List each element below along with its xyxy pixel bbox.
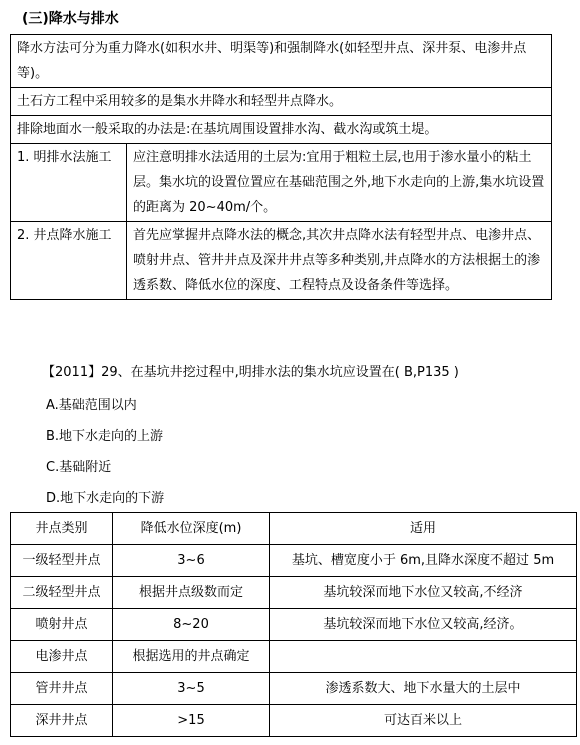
option-a: A.基础范围以内 <box>46 398 137 413</box>
table-cell: 基坑、槽宽度小于 6m,且降水深度不超过 5m <box>270 545 577 577</box>
table-row <box>11 641 577 673</box>
table-cell: 8~20 <box>113 609 270 641</box>
header-cell: 适用 <box>270 513 577 545</box>
info-row <box>11 35 552 88</box>
table-cell: 深井井点 <box>11 705 113 737</box>
option-c: C.基础附近 <box>46 460 112 475</box>
section-heading: (三)降水与排水 <box>22 11 119 27</box>
table-row <box>11 705 577 737</box>
table-row <box>11 673 577 705</box>
info-cell: 排除地面水一般采取的办法是:在基坑周围设置排水沟、截水沟或筑土堤。 <box>11 116 552 144</box>
method-row <box>11 222 552 300</box>
table-cell: 管井井点 <box>11 673 113 705</box>
table-cell: >15 <box>113 705 270 737</box>
table-cell: 基坑较深而地下水位又较高,经济。 <box>270 609 577 641</box>
table-cell: 一级轻型井点 <box>11 545 113 577</box>
table-row <box>11 545 577 577</box>
table-cell: 可达百米以上 <box>270 705 577 737</box>
table-cell: 3~5 <box>113 673 270 705</box>
table-cell: 二级轻型井点 <box>11 577 113 609</box>
well-point-table <box>10 512 577 737</box>
table-cell: 喷射井点 <box>11 609 113 641</box>
header-cell: 井点类别 <box>11 513 113 545</box>
table-header-row <box>11 513 577 545</box>
drainage-info-table <box>10 34 552 300</box>
table-row <box>11 577 577 609</box>
table-cell: 根据井点级数而定 <box>113 577 270 609</box>
header-cell: 降低水位深度(m) <box>113 513 270 545</box>
table-cell: 渗透系数大、地下水量大的土层中 <box>270 673 577 705</box>
method-text: 首先应掌握井点降水法的概念,其次井点降水法有轻型井点、电渗井点、喷射井点、管井井点及深井井点等多种类别,井点降水的方法根据土的渗透系数、降低水位的深度、工程特点及设备条件等选择。 <box>127 222 552 300</box>
method-label: 2. 井点降水施工 <box>11 222 127 300</box>
info-cell: 土石方工程中采用较多的是集水井降水和轻型井点降水。 <box>11 88 552 116</box>
info-row <box>11 116 552 144</box>
info-row <box>11 88 552 116</box>
table-cell: 电渗井点 <box>11 641 113 673</box>
option-b: B.地下水走向的上游 <box>46 429 164 444</box>
table-cell: 3~6 <box>113 545 270 577</box>
method-text: 应注意明排水法适用的土层为:宜用于粗粒土层,也用于渗水量小的粘土层。集水坑的设置位置应在基础范围之外,地下水走向的上游,集水坑设置的距离为 20~40m/个。 <box>127 144 552 222</box>
table-cell <box>270 641 577 673</box>
method-row <box>11 144 552 222</box>
table-cell: 基坑较深而地下水位又较高,不经济 <box>270 577 577 609</box>
method-label: 1. 明排水法施工 <box>11 144 127 222</box>
question-stem: 【2011】29、在基坑井挖过程中,明排水法的集水坑应设置在( B,P135 ) <box>42 365 459 380</box>
info-cell: 降水方法可分为重力降水(如积水井、明渠等)和强制降水(如轻型井点、深井泵、电渗井点等)。 <box>11 35 552 88</box>
table-row <box>11 609 577 641</box>
table-cell: 根据选用的井点确定 <box>113 641 270 673</box>
option-d: D.地下水走向的下游 <box>46 491 165 506</box>
